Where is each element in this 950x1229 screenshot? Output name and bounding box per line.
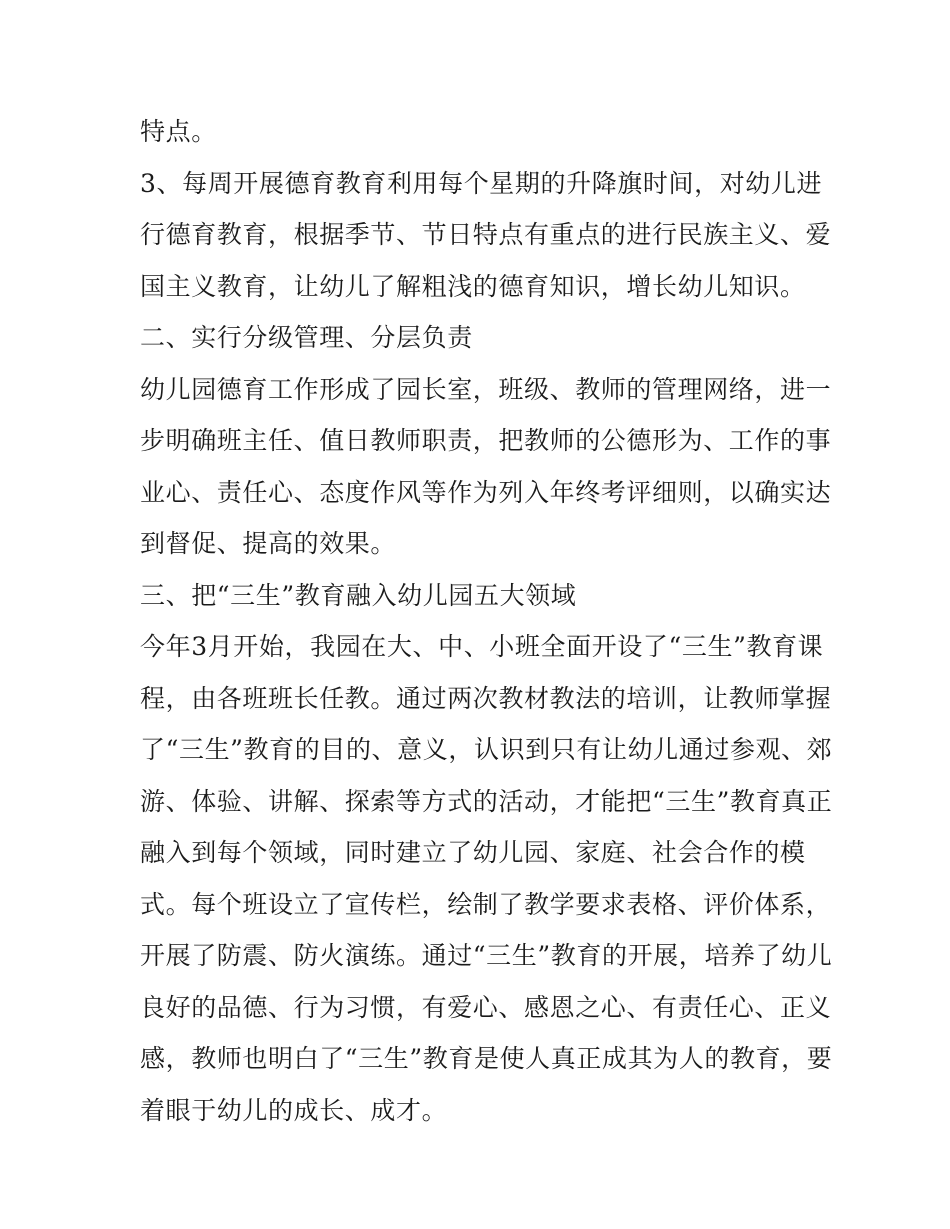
paragraph-line: 游、体验、讲解、探索等方式的活动，才能把“三生”教育真正 [140, 786, 833, 816]
paragraph-line: 了“三生”教育的目的、意义，认识到只有让幼儿通过参观、郊 [140, 735, 833, 764]
paragraph-line: 业心、责任心、态度作风等作为列入年终考评细则，以确实达 [140, 477, 832, 507]
paragraph-line: 特点。 [140, 117, 217, 146]
paragraph-line: 式。每个班设立了宣传栏，绘制了教学要求表格、评价体系， [140, 889, 832, 919]
paragraph-line: 着眼于幼儿的成长、成才。 [140, 1095, 448, 1125]
paragraph-line: 行德育教育，根据季节、节日特点有重点的进行民族主义、爱 [140, 220, 832, 249]
section-heading: 三、把“三生”教育融入幼儿园五大领域 [140, 580, 577, 610]
paragraph-line: 3、每周开展德育教育利用每个星期的升降旗时间，对幼儿进 [140, 168, 823, 198]
paragraph-line: 今年3月开始，我园在大、中、小班全面开设了“三生”教育课 [140, 632, 824, 661]
paragraph-line: 到督促、提高的效果。 [140, 529, 397, 558]
paragraph-line: 开展了防震、防火演练。通过“三生”教育的开展，培养了幼儿 [140, 941, 833, 970]
paragraph-line: 步明确班主任、值日教师职责，把教师的公德形为、工作的事 [140, 426, 832, 455]
paragraph-line: 程，由各班班长任教。通过两次教材教法的培训，让教师掌握 [140, 683, 832, 713]
document-body [140, 106, 833, 1136]
paragraph-line: 幼儿园德育工作形成了园长室，班级、教师的管理网络，进一 [140, 374, 832, 404]
paragraph-line: 良好的品德、行为习惯，有爱心、感恩之心、有责任心、正义 [140, 992, 832, 1022]
paragraph-line: 国主义教育，让幼儿了解粗浅的德育知识，增长幼儿知识。 [140, 271, 806, 301]
paragraph-line: 感，教师也明白了“三生”教育是使人真正成其为人的教育，要 [140, 1044, 833, 1073]
paragraph-line: 融入到每个领域，同时建立了幼儿园、家庭、社会合作的模 [140, 838, 806, 867]
section-heading: 二、实行分级管理、分层负责 [140, 323, 473, 352]
